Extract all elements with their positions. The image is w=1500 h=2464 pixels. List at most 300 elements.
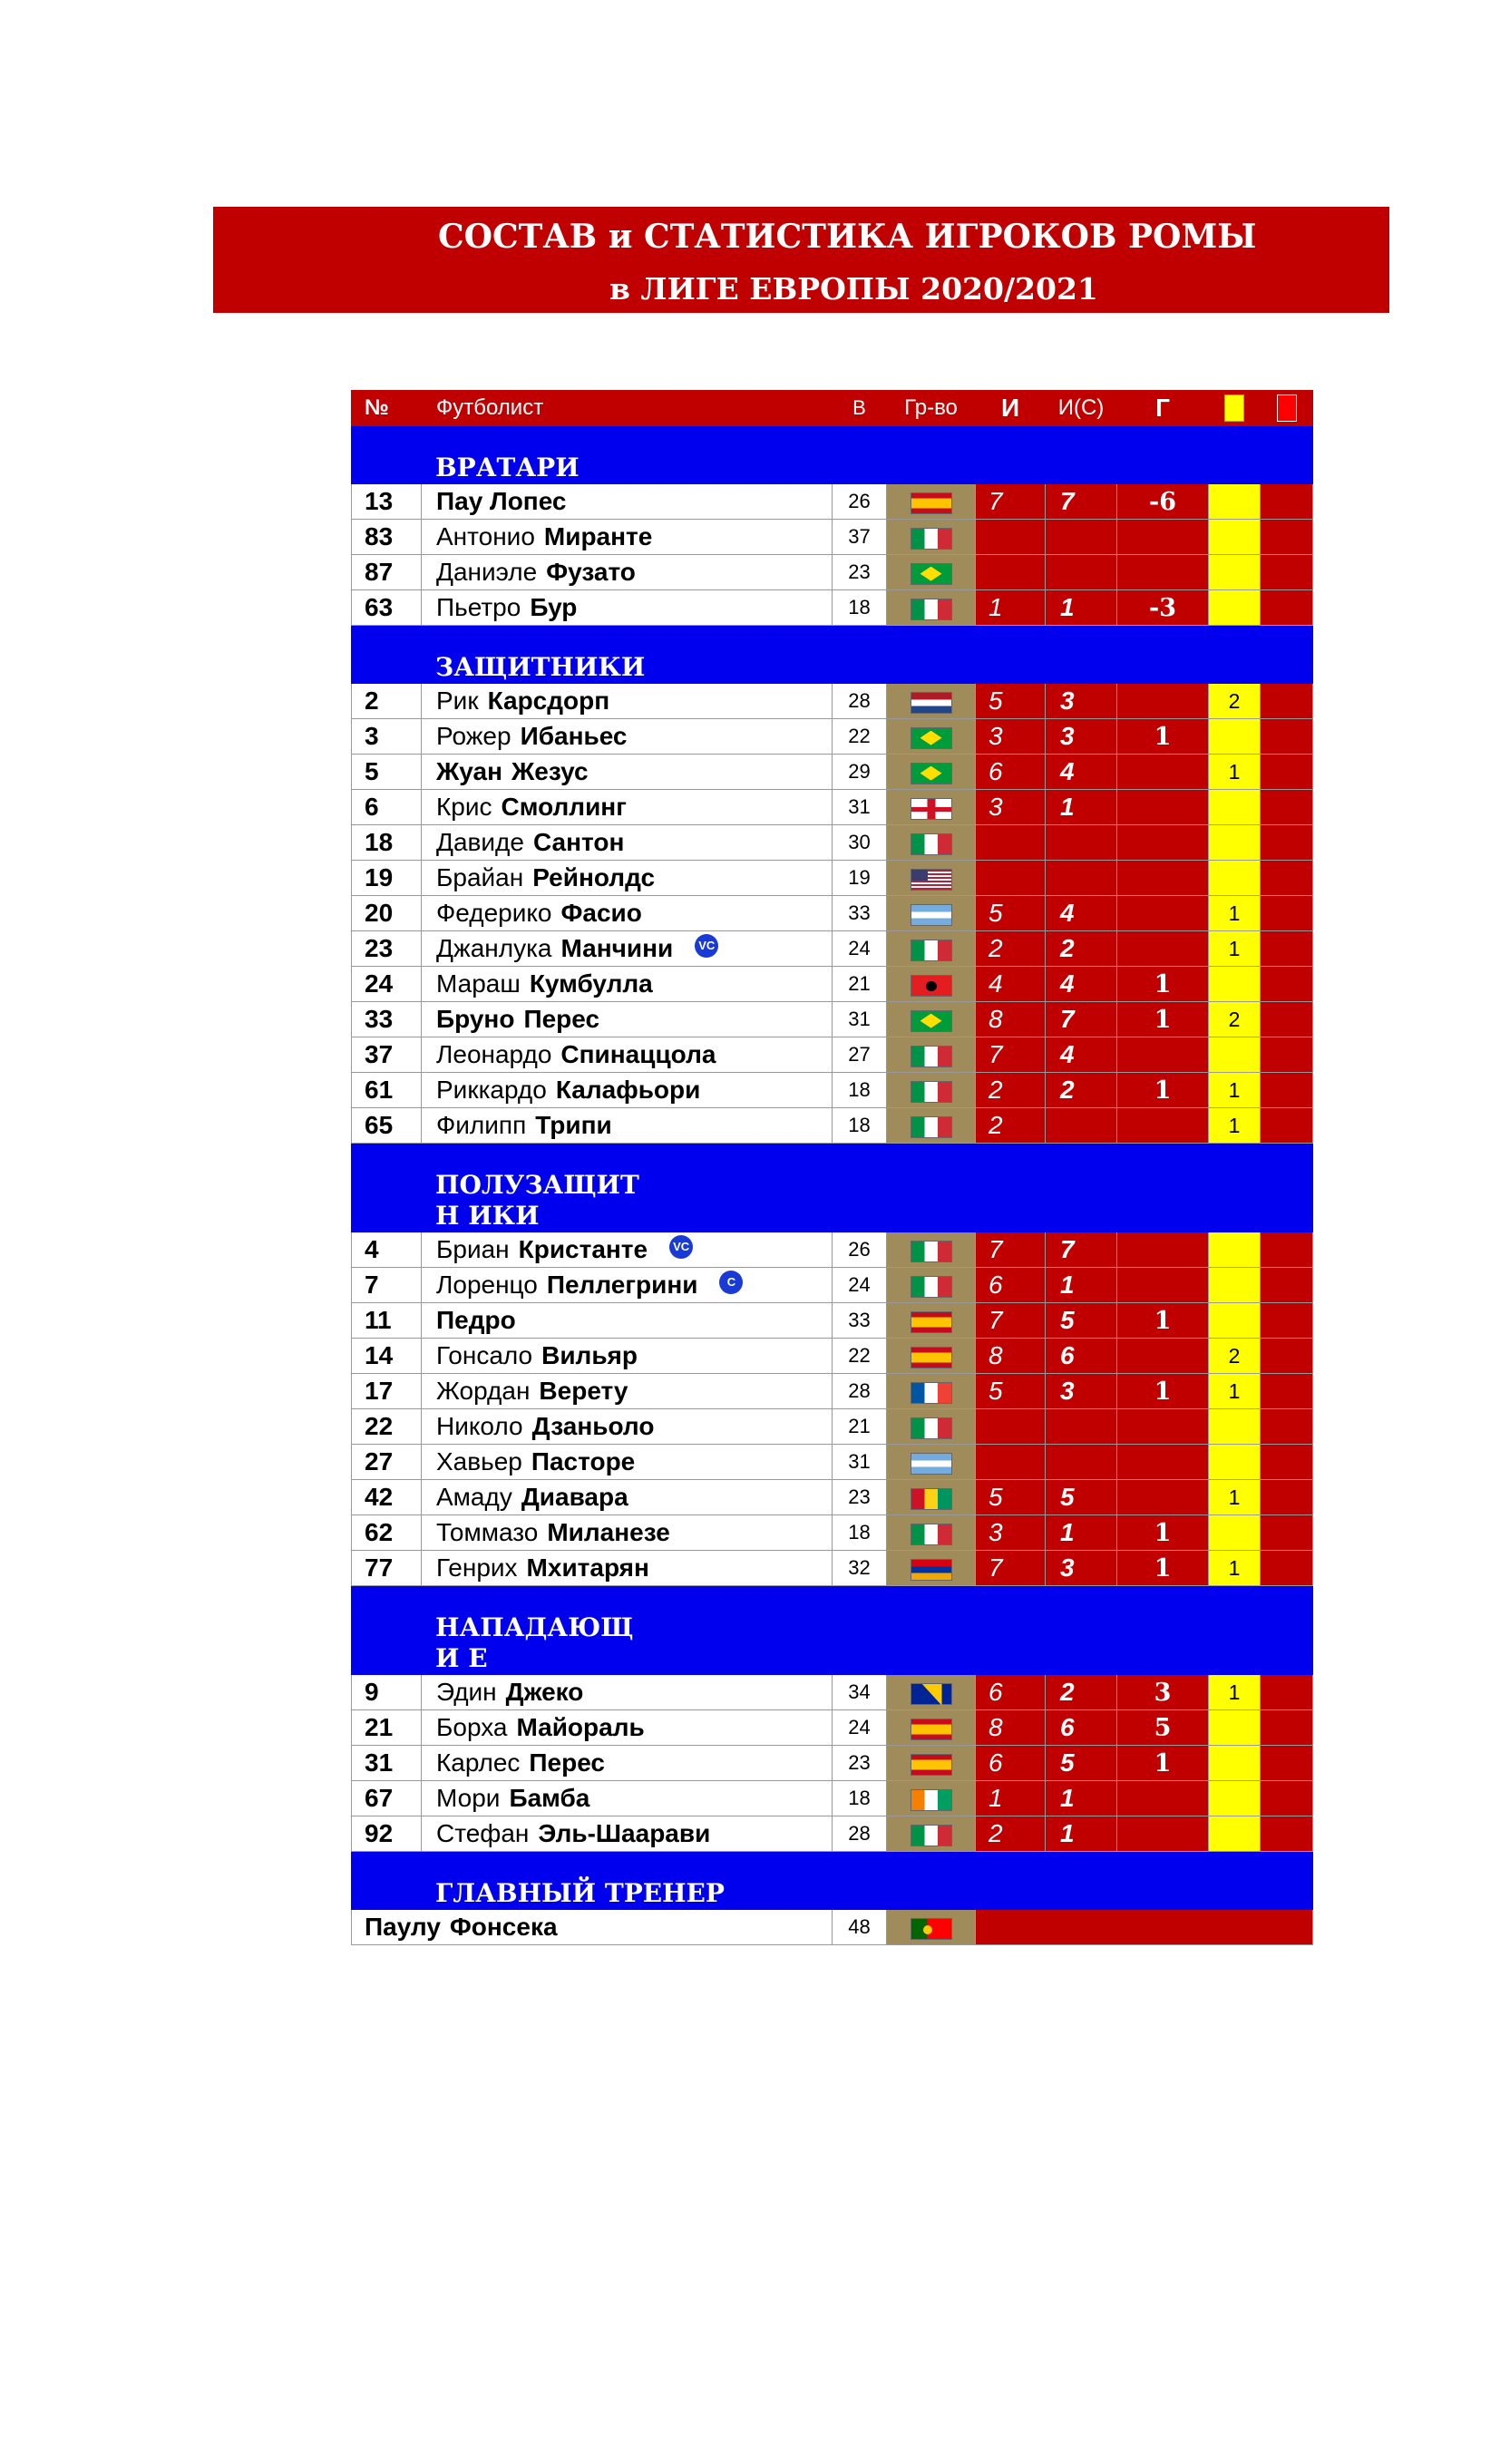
player-name	[422, 1746, 833, 1781]
player-age: 30	[833, 825, 887, 861]
games-started	[1046, 1409, 1117, 1445]
games-played: 5	[976, 1480, 1046, 1515]
player-first-name: Леонардо	[436, 1040, 552, 1068]
table-row	[352, 484, 1313, 520]
goals-scored: 1	[1117, 1374, 1209, 1409]
table-row	[352, 1551, 1313, 1586]
yellow-cards	[1209, 1781, 1261, 1816]
table-row	[352, 1002, 1313, 1037]
flag-icon	[911, 1010, 952, 1032]
yellow-cards	[1209, 520, 1261, 555]
nation-cell	[887, 825, 976, 861]
player-number: 65	[352, 1108, 422, 1144]
flag-icon	[911, 1116, 952, 1138]
flag-icon	[911, 833, 952, 855]
games-played: 7	[976, 1232, 1046, 1268]
section-title: ГЛАВНЫЙ ТРЕНЕР	[352, 1852, 1313, 1910]
red-cards	[1261, 1002, 1313, 1037]
table-row	[352, 1303, 1313, 1339]
yellow-cards	[1209, 719, 1261, 755]
player-number: 20	[352, 896, 422, 931]
red-cards	[1261, 1108, 1313, 1144]
games-started: 3	[1046, 719, 1117, 755]
games-started: 3	[1046, 684, 1117, 719]
games-played	[976, 1445, 1046, 1480]
player-age: 37	[833, 520, 887, 555]
table-row	[352, 1268, 1313, 1303]
games-played: 2	[976, 1816, 1046, 1852]
goals-scored: 1	[1117, 1303, 1209, 1339]
player-name	[422, 1268, 833, 1303]
player-first-name: Жуан	[436, 757, 502, 785]
player-number: 24	[352, 967, 422, 1002]
player-number: 7	[352, 1268, 422, 1303]
games-played: 4	[976, 967, 1046, 1002]
player-first-name: Мараш	[436, 969, 521, 998]
section-header	[352, 426, 1313, 484]
goals-scored: -6	[1117, 484, 1209, 520]
yellow-cards: 1	[1209, 1480, 1261, 1515]
table-header	[352, 391, 1313, 426]
player-number: 11	[352, 1303, 422, 1339]
yellow-cards	[1209, 790, 1261, 825]
games-started: 3	[1046, 1551, 1117, 1586]
yellow-card-icon	[1224, 394, 1244, 422]
col-games-header: И	[976, 391, 1046, 426]
col-age-header: В	[833, 391, 887, 426]
games-started: 1	[1046, 1515, 1117, 1551]
player-age: 33	[833, 1303, 887, 1339]
nation-cell	[887, 1910, 976, 1945]
goals-scored	[1117, 1781, 1209, 1816]
yellow-cards: 2	[1209, 1002, 1261, 1037]
red-cards	[1261, 1073, 1313, 1108]
red-cards	[1261, 1480, 1313, 1515]
player-last-name: Эль-Шаарави	[538, 1819, 711, 1847]
table-row	[352, 1480, 1313, 1515]
red-cards	[1261, 520, 1313, 555]
goals-scored: 1	[1117, 1073, 1209, 1108]
games-played	[976, 555, 1046, 590]
games-played: 6	[976, 755, 1046, 790]
player-last-name: Смоллинг	[501, 793, 627, 821]
table-row	[352, 755, 1313, 790]
red-cards	[1261, 1710, 1313, 1746]
nation-cell	[887, 555, 976, 590]
table-row	[352, 684, 1313, 719]
col-nation-header: Гр-во	[887, 391, 976, 426]
games-started: 6	[1046, 1339, 1117, 1374]
games-played	[976, 825, 1046, 861]
games-started: 3	[1046, 1374, 1117, 1409]
player-first-name: Томмазо	[436, 1518, 539, 1546]
player-first-name: Рожер	[436, 722, 511, 750]
flag-icon	[911, 599, 952, 620]
flag-icon	[911, 1918, 952, 1940]
games-played: 2	[976, 931, 1046, 967]
goals-scored	[1117, 896, 1209, 931]
col-red-header	[1261, 391, 1313, 426]
red-cards	[1261, 896, 1313, 931]
yellow-cards	[1209, 590, 1261, 626]
goals-scored	[1117, 1108, 1209, 1144]
table-row	[352, 1781, 1313, 1816]
player-last-name: Карсдорп	[487, 687, 610, 715]
player-name	[422, 755, 833, 790]
red-cards	[1261, 1746, 1313, 1781]
player-number: 63	[352, 590, 422, 626]
yellow-cards	[1209, 1268, 1261, 1303]
games-played: 5	[976, 896, 1046, 931]
goals-scored: -3	[1117, 590, 1209, 626]
player-age: 23	[833, 1746, 887, 1781]
goals-scored: 1	[1117, 1515, 1209, 1551]
goals-scored	[1117, 1445, 1209, 1480]
red-cards	[1261, 967, 1313, 1002]
player-first-name: Рик	[436, 687, 479, 715]
table-row	[352, 825, 1313, 861]
red-cards	[1261, 555, 1313, 590]
nation-cell	[887, 484, 976, 520]
player-number: 2	[352, 684, 422, 719]
nation-cell	[887, 1816, 976, 1852]
player-last-name: Вильяр	[541, 1341, 638, 1369]
yellow-cards	[1209, 484, 1261, 520]
goals-scored	[1117, 931, 1209, 967]
nation-cell	[887, 1781, 976, 1816]
nation-cell	[887, 520, 976, 555]
red-card-icon	[1277, 394, 1297, 422]
coach-first-name: Паулу	[365, 1913, 441, 1941]
games-played: 8	[976, 1339, 1046, 1374]
table-row	[352, 1108, 1313, 1144]
games-played: 3	[976, 719, 1046, 755]
red-cards	[1261, 1445, 1313, 1480]
col-num-header: №	[352, 391, 422, 426]
player-name	[422, 790, 833, 825]
player-number: 92	[352, 1816, 422, 1852]
player-first-name: Бруно	[436, 1005, 515, 1033]
games-started: 7	[1046, 484, 1117, 520]
player-age: 23	[833, 1480, 887, 1515]
nation-cell	[887, 1480, 976, 1515]
nation-cell	[887, 931, 976, 967]
goals-scored	[1117, 555, 1209, 590]
yellow-cards	[1209, 555, 1261, 590]
player-number: 31	[352, 1746, 422, 1781]
player-first-name: Пьетро	[436, 593, 521, 621]
table-row	[352, 1073, 1313, 1108]
games-played: 5	[976, 1374, 1046, 1409]
player-first-name: Амаду	[436, 1483, 512, 1511]
player-name	[422, 967, 833, 1002]
player-number: 87	[352, 555, 422, 590]
nation-cell	[887, 1037, 976, 1073]
flag-icon	[911, 1559, 952, 1581]
player-name	[422, 825, 833, 861]
games-started: 7	[1046, 1232, 1117, 1268]
player-number: 61	[352, 1073, 422, 1108]
player-first-name: Бриан	[436, 1235, 510, 1263]
nation-cell	[887, 1675, 976, 1710]
flag-icon	[911, 975, 952, 997]
red-cards	[1261, 1409, 1313, 1445]
nation-cell	[887, 1445, 976, 1480]
player-number: 22	[352, 1409, 422, 1445]
player-number: 3	[352, 719, 422, 755]
player-first-name: Педро	[436, 1306, 516, 1334]
player-number: 42	[352, 1480, 422, 1515]
nation-cell	[887, 719, 976, 755]
vice-captain-badge-icon: VC	[695, 934, 718, 958]
player-name	[422, 1409, 833, 1445]
goals-scored: 5	[1117, 1710, 1209, 1746]
table-row	[352, 555, 1313, 590]
yellow-cards: 1	[1209, 1374, 1261, 1409]
player-first-name: Давиде	[436, 828, 524, 856]
nation-cell	[887, 790, 976, 825]
flag-icon	[911, 1081, 952, 1103]
player-last-name: Дзаньоло	[531, 1412, 655, 1440]
player-first-name: Пау Лопес	[436, 487, 567, 515]
nation-cell	[887, 684, 976, 719]
col-player-header: Футболист	[422, 391, 833, 426]
goals-scored: 1	[1117, 1746, 1209, 1781]
red-cards	[1261, 1551, 1313, 1586]
games-started	[1046, 861, 1117, 896]
player-name	[422, 1675, 833, 1710]
goals-scored: 3	[1117, 1675, 1209, 1710]
games-started: 1	[1046, 1781, 1117, 1816]
player-number: 18	[352, 825, 422, 861]
flag-icon	[911, 1754, 952, 1776]
table-row	[352, 1746, 1313, 1781]
player-last-name: Мхитарян	[526, 1553, 649, 1582]
flag-icon	[911, 1453, 952, 1475]
games-played: 8	[976, 1002, 1046, 1037]
vice-captain-badge-icon: VC	[669, 1235, 693, 1259]
yellow-cards: 1	[1209, 1073, 1261, 1108]
player-name	[422, 1551, 833, 1586]
games-started: 1	[1046, 790, 1117, 825]
games-started	[1046, 555, 1117, 590]
player-name	[422, 1108, 833, 1144]
red-cards	[1261, 590, 1313, 626]
games-started: 1	[1046, 590, 1117, 626]
player-last-name: Ибаньес	[520, 722, 628, 750]
player-age: 26	[833, 484, 887, 520]
red-cards	[1261, 1303, 1313, 1339]
player-last-name: Перес	[529, 1748, 605, 1777]
games-started: 6	[1046, 1710, 1117, 1746]
player-first-name: Эдин	[436, 1678, 497, 1706]
games-started: 4	[1046, 967, 1117, 1002]
games-started: 4	[1046, 1037, 1117, 1073]
coach-stats-empty	[976, 1910, 1313, 1945]
player-last-name: Рейнолдс	[532, 863, 656, 891]
col-starts-header: И(С)	[1046, 391, 1117, 426]
flag-icon	[911, 1241, 952, 1262]
red-cards	[1261, 931, 1313, 967]
player-first-name: Мори	[436, 1784, 501, 1812]
goals-scored: 1	[1117, 1551, 1209, 1586]
nation-cell	[887, 1551, 976, 1586]
player-first-name: Федерико	[436, 899, 552, 927]
section-title: ЗАЩИТНИКИ	[352, 626, 1313, 684]
flag-icon	[911, 1683, 952, 1705]
games-played: 7	[976, 1551, 1046, 1586]
goals-scored	[1117, 1232, 1209, 1268]
yellow-cards: 1	[1209, 1108, 1261, 1144]
goals-scored	[1117, 825, 1209, 861]
player-first-name: Даниэле	[436, 558, 538, 586]
goals-scored	[1117, 861, 1209, 896]
games-started: 7	[1046, 1002, 1117, 1037]
flag-icon	[911, 1488, 952, 1510]
nation-cell	[887, 1303, 976, 1339]
player-name	[422, 1339, 833, 1374]
goals-scored	[1117, 520, 1209, 555]
games-played	[976, 861, 1046, 896]
games-started: 2	[1046, 1675, 1117, 1710]
games-played	[976, 1409, 1046, 1445]
player-age: 21	[833, 1409, 887, 1445]
red-cards	[1261, 1374, 1313, 1409]
col-goals-header: Г	[1117, 391, 1209, 426]
flag-icon	[911, 1276, 952, 1298]
player-first-name: Гонсало	[436, 1341, 533, 1369]
yellow-cards	[1209, 825, 1261, 861]
nation-cell	[887, 1710, 976, 1746]
games-played: 6	[976, 1675, 1046, 1710]
player-last-name: Диавара	[521, 1483, 628, 1511]
player-last-name: Калафьори	[555, 1076, 701, 1104]
player-age: 28	[833, 1374, 887, 1409]
nation-cell	[887, 590, 976, 626]
section-title-text: ПОЛУЗАЩИТН ИКИ	[435, 1170, 639, 1231]
red-cards	[1261, 1037, 1313, 1073]
flag-icon	[911, 528, 952, 550]
goals-scored	[1117, 1480, 1209, 1515]
player-number: 17	[352, 1374, 422, 1409]
table-row	[352, 1374, 1313, 1409]
games-played: 7	[976, 1303, 1046, 1339]
player-age: 21	[833, 967, 887, 1002]
player-first-name: Джанлука	[436, 934, 552, 962]
player-age: 18	[833, 1073, 887, 1108]
flag-icon	[911, 1347, 952, 1368]
player-first-name: Брайан	[436, 863, 524, 891]
games-started: 5	[1046, 1480, 1117, 1515]
games-played: 1	[976, 1781, 1046, 1816]
player-age: 18	[833, 1108, 887, 1144]
flag-icon	[911, 940, 952, 961]
player-number: 77	[352, 1551, 422, 1586]
section-title	[352, 1586, 1313, 1675]
games-played	[976, 520, 1046, 555]
player-last-name: Бур	[530, 593, 578, 621]
nation-cell	[887, 861, 976, 896]
flag-icon	[911, 1719, 952, 1740]
player-first-name: Карлес	[436, 1748, 521, 1777]
goals-scored: 1	[1117, 967, 1209, 1002]
player-name	[422, 1816, 833, 1852]
games-started: 2	[1046, 1073, 1117, 1108]
yellow-cards	[1209, 1303, 1261, 1339]
table-row	[352, 1339, 1313, 1374]
player-age: 31	[833, 790, 887, 825]
yellow-cards	[1209, 1515, 1261, 1551]
title-banner	[213, 207, 1389, 313]
games-played: 6	[976, 1268, 1046, 1303]
table-row	[352, 590, 1313, 626]
flag-icon	[911, 1825, 952, 1846]
red-cards	[1261, 1339, 1313, 1374]
red-cards	[1261, 1515, 1313, 1551]
table-row	[352, 931, 1313, 967]
player-age: 22	[833, 719, 887, 755]
player-last-name: Пеллегрини	[546, 1271, 698, 1299]
section-title: ВРАТАРИ	[352, 426, 1313, 484]
games-started	[1046, 520, 1117, 555]
nation-cell	[887, 1409, 976, 1445]
flag-icon	[911, 727, 952, 749]
coach-age: 48	[833, 1910, 887, 1945]
table-row	[352, 1675, 1313, 1710]
table-row	[352, 790, 1313, 825]
title-line-2: в ЛИГЕ ЕВРОПЫ 2020/2021	[609, 271, 1098, 307]
yellow-cards	[1209, 1710, 1261, 1746]
games-started: 1	[1046, 1268, 1117, 1303]
section-header	[352, 1852, 1313, 1910]
player-name	[422, 1515, 833, 1551]
nation-cell	[887, 1108, 976, 1144]
flag-icon	[911, 492, 952, 514]
player-name	[422, 684, 833, 719]
yellow-cards: 1	[1209, 1675, 1261, 1710]
section-title-text: НАПАДАЮЩИ Е	[435, 1612, 634, 1673]
games-started: 4	[1046, 896, 1117, 931]
player-age: 33	[833, 896, 887, 931]
player-name	[422, 1781, 833, 1816]
player-name	[422, 1374, 833, 1409]
player-last-name: Перес	[523, 1005, 600, 1033]
player-last-name: Миранте	[543, 522, 653, 550]
player-last-name: Фузато	[546, 558, 636, 586]
red-cards	[1261, 1268, 1313, 1303]
player-last-name: Манчини	[560, 934, 674, 962]
table-row	[352, 520, 1313, 555]
player-name	[422, 1002, 833, 1037]
yellow-cards: 1	[1209, 896, 1261, 931]
player-number: 9	[352, 1675, 422, 1710]
player-age: 31	[833, 1002, 887, 1037]
player-first-name: Антонио	[436, 522, 535, 550]
flag-icon	[911, 1524, 952, 1545]
flag-icon	[911, 1789, 952, 1811]
player-number: 33	[352, 1002, 422, 1037]
yellow-cards: 1	[1209, 931, 1261, 967]
player-age: 23	[833, 555, 887, 590]
player-number: 62	[352, 1515, 422, 1551]
flag-icon	[911, 563, 952, 585]
player-first-name: Лоренцо	[436, 1271, 538, 1299]
yellow-cards	[1209, 1409, 1261, 1445]
games-started	[1046, 1108, 1117, 1144]
yellow-cards: 1	[1209, 755, 1261, 790]
table-row	[352, 1037, 1313, 1073]
goals-scored	[1117, 1268, 1209, 1303]
